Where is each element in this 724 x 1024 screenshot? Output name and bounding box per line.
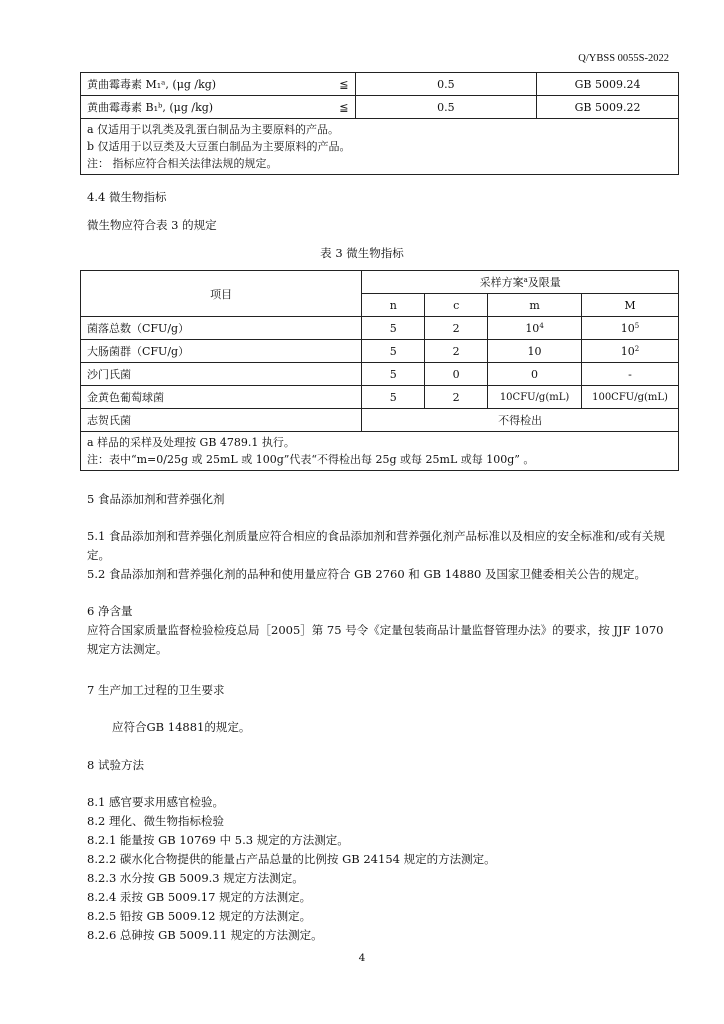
table-notes-row — [81, 119, 679, 175]
table-row — [81, 96, 679, 119]
table-3-caption: 表 3 微生物指标 — [320, 246, 404, 260]
M-cell: 100CFU/g(mL) — [582, 386, 679, 409]
note-line: 注： 指标应符合相关法律法规的规定。 — [87, 157, 278, 170]
section-4-4-heading: 4.4 微生物指标 — [87, 190, 167, 204]
note-line: 注：表中“m=0/25g 或 25mL 或 100g”代表“不得检出每 25g 或每 25mL 或每 100g” 。 — [87, 453, 535, 466]
m-cell: 10CFU/g(mL) — [488, 386, 582, 409]
m-cell: $10^4$ — [488, 317, 582, 340]
test-method-item: 8.2.1 能量按 GB 10769 中 5.3 规定的方法测定。 — [87, 833, 349, 847]
method-cell: GB 5009.22 — [537, 96, 679, 119]
operator-cell: ≦ — [260, 96, 355, 119]
n-cell: 5 — [362, 317, 425, 340]
table-row — [81, 363, 679, 386]
section-5-1-text: 5.1 食品添加剂和营养强化剂质量应符合相应的食品添加剂和营养强化剂产品标准以及相应的安全标准和/或有关规定。 — [87, 529, 665, 562]
test-method-item: 8.2 理化、微生物指标检验 — [87, 814, 224, 828]
table-row — [81, 317, 679, 340]
header-n: n — [362, 294, 425, 317]
item-cell: 志贺氏菌 — [81, 409, 362, 432]
mycotoxin-table — [80, 72, 679, 175]
header-m: m — [488, 294, 582, 317]
document-code: Q/YBSS 0055S-2022 — [578, 53, 669, 64]
c-cell: 0 — [425, 363, 488, 386]
item-cell: 金黄色葡萄球菌 — [81, 386, 362, 409]
table-row — [81, 386, 679, 409]
note-line: a 样品的采样及处理按 GB 4789.1 执行。 — [87, 436, 295, 449]
section-5-2-text: 5.2 食品添加剂和营养强化剂的品种和使用量应符合 GB 2760 和 GB 14880 及国家卫健委相关公告的规定。 — [87, 567, 646, 581]
table-row — [81, 409, 679, 432]
M-cell: $10^2$ — [582, 340, 679, 363]
note-line: b 仅适用于以豆类及大豆蛋白制品为主要原料的产品。 — [87, 140, 351, 153]
shigella-value: 不得检出 — [362, 409, 679, 432]
section-7-heading: 7 生产加工过程的卫生要求 — [87, 683, 225, 697]
note-line: a 仅适用于以乳类及乳蛋白制品为主要原料的产品。 — [87, 123, 340, 136]
limit-cell: 0.5 — [355, 73, 537, 96]
item-cell: 黄曲霉毒素 M₁ᵃ, (μg /kg) — [81, 73, 261, 96]
limit-cell: 0.5 — [355, 96, 537, 119]
operator-cell: ≦ — [260, 73, 355, 96]
header-c: c — [425, 294, 488, 317]
section-6-heading: 6 净含量 — [87, 604, 133, 618]
M-cell: $10^5$ — [582, 317, 679, 340]
table-notes — [81, 432, 679, 471]
test-method-item: 8.2.6 总砷按 GB 5009.11 规定的方法测定。 — [87, 928, 323, 942]
section-4-4-text: 微生物应符合表 3 的规定 — [87, 218, 217, 232]
page-number: 4 — [358, 952, 366, 964]
test-method-item: 8.2.3 水分按 GB 5009.3 规定方法测定。 — [87, 871, 304, 885]
header-plan: 采样方案$^a$及限量 — [362, 271, 679, 294]
section-8-heading: 8 试验方法 — [87, 758, 144, 772]
table-notes — [81, 119, 679, 175]
c-cell: 2 — [425, 340, 488, 363]
c-cell: 2 — [425, 386, 488, 409]
section-6-text: 应符合国家质量监督检验检疫总局［2005］第 75 号令《定量包装商品计量监督管理办法》的要求，按 JJF 1070 规定方法测定。 — [87, 623, 664, 656]
section-7-text: 应符合GB 14881的规定。 — [112, 720, 251, 734]
table-row — [81, 73, 679, 96]
test-method-item: 8.2.2 碳水化合物提供的能量占产品总量的比例按 GB 24154 规定的方法测定。 — [87, 852, 496, 866]
n-cell: 5 — [362, 363, 425, 386]
item-cell: 大肠菌群（CFU/g） — [81, 340, 362, 363]
method-cell: GB 5009.24 — [537, 73, 679, 96]
table-header-row — [81, 271, 679, 294]
n-cell: 5 — [362, 340, 425, 363]
item-cell: 黄曲霉毒素 B₁ᵇ, (μg /kg) — [81, 96, 261, 119]
item-cell: 菌落总数（CFU/g） — [81, 317, 362, 340]
table-notes-row — [81, 432, 679, 471]
test-method-item: 8.2.5 铅按 GB 5009.12 规定的方法测定。 — [87, 909, 312, 923]
test-method-item: 8.1 感官要求用感官检验。 — [87, 795, 224, 809]
table-row — [81, 340, 679, 363]
n-cell: 5 — [362, 386, 425, 409]
header-M: M — [582, 294, 679, 317]
microbe-table — [80, 270, 679, 471]
section-5-heading: 5 食品添加剂和营养强化剂 — [87, 492, 225, 506]
item-cell: 沙门氏菌 — [81, 363, 362, 386]
m-cell: 0 — [488, 363, 582, 386]
c-cell: 2 — [425, 317, 488, 340]
m-cell: 10 — [488, 340, 582, 363]
M-cell: - — [582, 363, 679, 386]
header-item: 项目 — [81, 271, 362, 317]
test-method-item: 8.2.4 汞按 GB 5009.17 规定的方法测定。 — [87, 890, 312, 904]
